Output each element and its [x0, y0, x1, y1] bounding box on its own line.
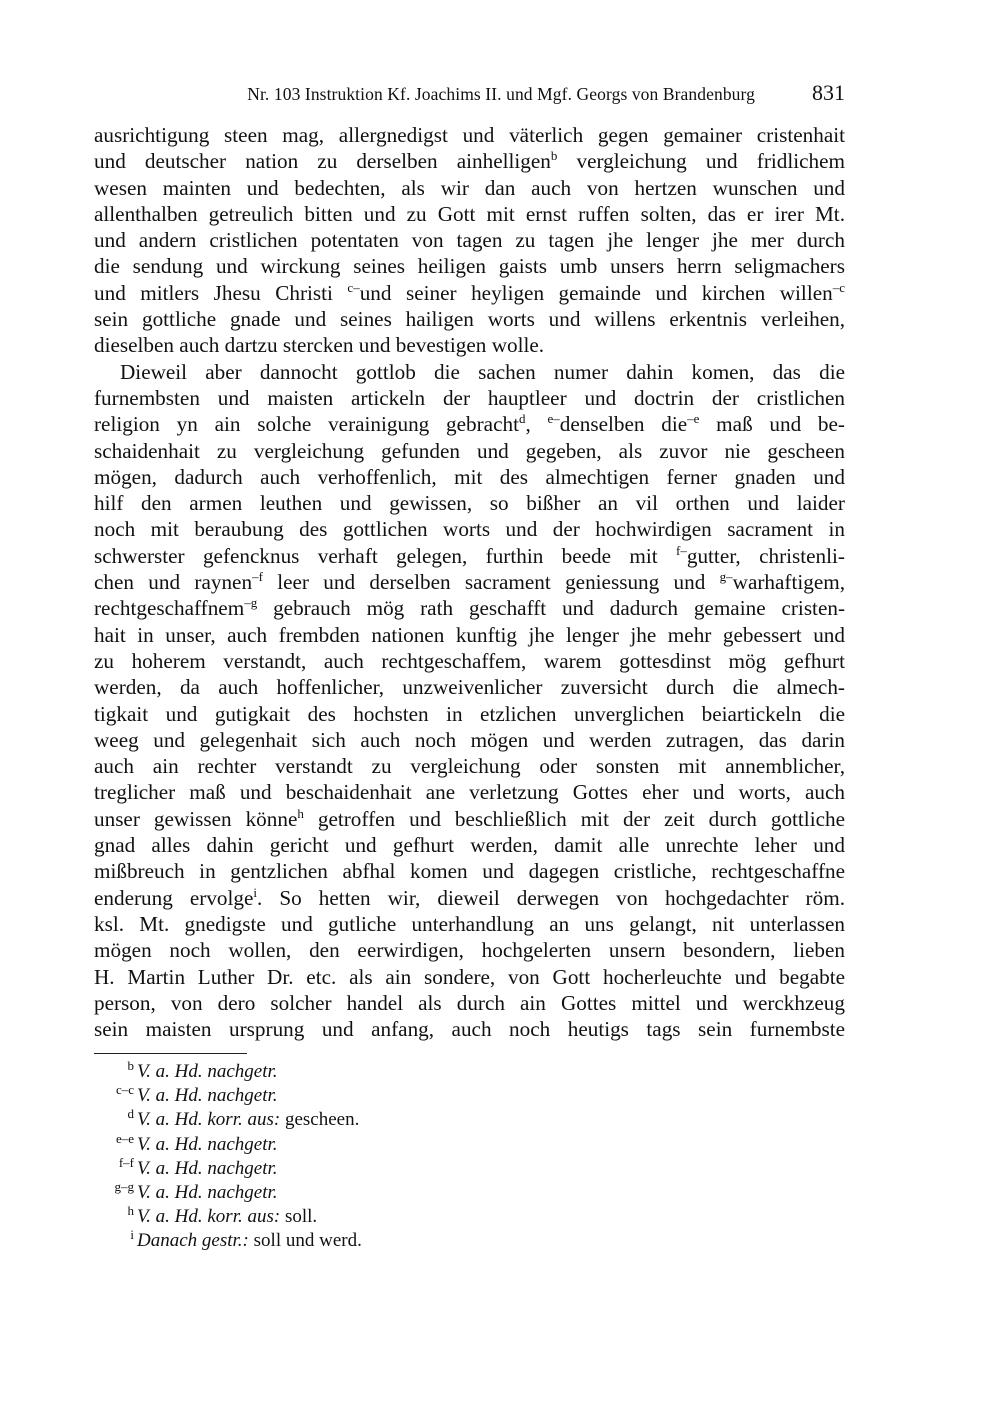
text-line: hait in unser, auch frembden nationen kunftig jhe lenger jhe mehr gebessert und — [94, 622, 845, 647]
text-line: allenthalben getreulich bitten und zu Gott mit ernst ruffen solten, das er irer Mt. — [94, 201, 845, 226]
text-line: person, von dero solcher handel als durch ain Gottes mittel und werckhzeug — [94, 990, 845, 1015]
footnote-mark: –g — [244, 595, 258, 611]
footnote-item: d V. a. Hd. korr. aus: gescheen. — [127, 1106, 360, 1131]
text-line: treglicher maß und beschaidenhait ane verletzung Gottes eher und worts, auch — [94, 780, 845, 805]
footnote-mark: h — [297, 805, 304, 821]
text-line: sein maisten ursprung und anfang, auch noch heutigs tags sein furnembste — [94, 1017, 845, 1042]
body-text — [94, 122, 845, 1042]
text-line: ausrichtigung steen mag, allergnedigst und väterlich gegen gemainer cristenhait — [94, 123, 845, 147]
footnote-mark: –c — [832, 279, 845, 295]
text-line: religion yn ain solche verainigung gebracht$^d$, $^{e-}$denselben die$^{-e}$ maß und be- — [94, 411, 845, 437]
text-line: H. Martin Luther Dr. etc. als ain sondere, von Gott hocherleuchte und begabte — [94, 964, 845, 989]
text-line: auch ain rechter verstandt zu vergleichung oder sonsten mit annemblicher, — [94, 754, 845, 779]
text-line: weeg und gelegenhait sich auch noch mögen und werden zutragen, das darin — [94, 727, 845, 752]
text-line: werden, da auch hoffenlicher, unzweivenlicher zuversicht durch die almech- — [94, 675, 845, 700]
page-number: 831 — [812, 80, 845, 105]
footnote-mark: –f — [252, 569, 263, 585]
text-line: schwerster gefencknus verhaft gelegen, furthin beede mit $^{f-}$gutter, christenli- — [94, 542, 845, 568]
footnote-mark: g– — [719, 569, 733, 585]
text-line: zu hoherem verstandt, auch rechtgeschaffem, warem gottesdinst mög gefhurt — [94, 648, 845, 673]
footnote-item: c–c V. a. Hd. nachgetr. — [115, 1082, 278, 1107]
footnote-mark: f– — [676, 542, 687, 558]
footnote-item: h V. a. Hd. korr. aus: soll. — [127, 1203, 318, 1228]
footnote-item: g–g V. a. Hd. nachgetr. — [114, 1178, 278, 1203]
text-line: und mitlers Jhesu Christi $^{c-}$und seiner heyligen gemainde und kirchen willen$^{-c}$ — [94, 279, 845, 305]
text-line: mögen, dadurch auch verhoffenlich, mit des almechtigen ferner gnaden und — [94, 464, 845, 489]
footnote-rule — [94, 1053, 247, 1054]
text-line: mißbreuch in gentzlichen abfhal komen und dagegen cristliche, rechtgeschaffne — [94, 859, 845, 884]
footnote-item: f–f V. a. Hd. nachgetr. — [118, 1154, 278, 1179]
text-line: noch mit beraubung des gottlichen worts und der hochwirdigen sacrament in — [94, 517, 845, 542]
footnotes — [94, 1060, 694, 1254]
footnote-mark: d — [518, 411, 526, 427]
text-line: enderung ervolge$^i$. So hetten wir, dieweil derwegen von hochgedachter röm. — [94, 884, 845, 910]
text-line: sein gottliche gnade und seines hailigen worts und willens erkentnis verleihen, — [94, 307, 845, 332]
text-line: gnad alles dahin gericht und gefhurt werden, damit alle unrechte leher und — [94, 833, 845, 858]
text-line: unser gewissen könne$^h$ getroffen und beschließlich mit der zeit durch gottliche — [94, 805, 845, 831]
running-header — [94, 80, 845, 108]
text-line: chen und raynen$^{-f}$ leer und derselben sacrament geniessung und $^{g-}$warhaftigem, — [94, 569, 846, 595]
text-line: rechtgeschaffnem$^{-g}$ gebrauch mög rath geschafft und dadurch gemaine cristen- — [94, 595, 845, 621]
text-line: dieselben auch dartzu stercken und bevestigen wolle. — [94, 333, 545, 358]
text-line: mögen noch wollen, den eerwirdigen, hochgelerten unsern besondern, lieben — [94, 938, 845, 963]
footnote-item: b V. a. Hd. nachgetr. — [127, 1058, 278, 1082]
footnote-mark: c– — [347, 279, 360, 295]
text-line: hilf den armen leuthen und gewissen, so bißher an vil orthen und laider — [94, 491, 845, 516]
text-line: und deutscher nation zu derselben ainhelligen$^b$ vergleichung und fridlichem — [94, 148, 846, 174]
footnote-item: e–e V. a. Hd. nachgetr. — [115, 1130, 278, 1155]
footnote-mark: –e — [687, 411, 700, 427]
footnote-mark: i — [253, 884, 258, 900]
text-line: tigkait und gutigkait des hochsten in etzlichen unverglichen beiartickeln die — [94, 701, 845, 726]
text-line: Dieweil aber dannocht gottlob die sachen numer dahin komen, das die — [120, 359, 845, 384]
running-title: Nr. 103 Instruktion Kf. Joachims II. und Mgf. Georgs von Brandenburg — [247, 84, 755, 104]
footnote-item: i Danach gestr.: soll und werd. — [130, 1227, 362, 1252]
text-line: schaidenhait zu vergleichung gefunden und gegeben, als zuvor nie gescheen — [94, 438, 845, 463]
text-line: furnembsten und maisten artickeln der hauptleer und doctrin der cristlichen — [94, 385, 845, 410]
text-line: die sendung und wirckung seines heiligen gaists umb unsers herrn seligmachers — [94, 254, 845, 279]
footnote-mark: b — [550, 148, 558, 164]
text-line: und andern cristlichen potentaten von tagen zu tagen jhe lenger jhe mer durch — [94, 228, 845, 253]
footnote-mark: e– — [547, 411, 560, 427]
text-line: wesen mainten und bedechten, als wir dan auch von hertzen wunschen und — [94, 175, 845, 200]
text-line: ksl. Mt. gnedigste und gutliche unterhandlung an uns gelangt, nit unterlassen — [94, 911, 845, 936]
